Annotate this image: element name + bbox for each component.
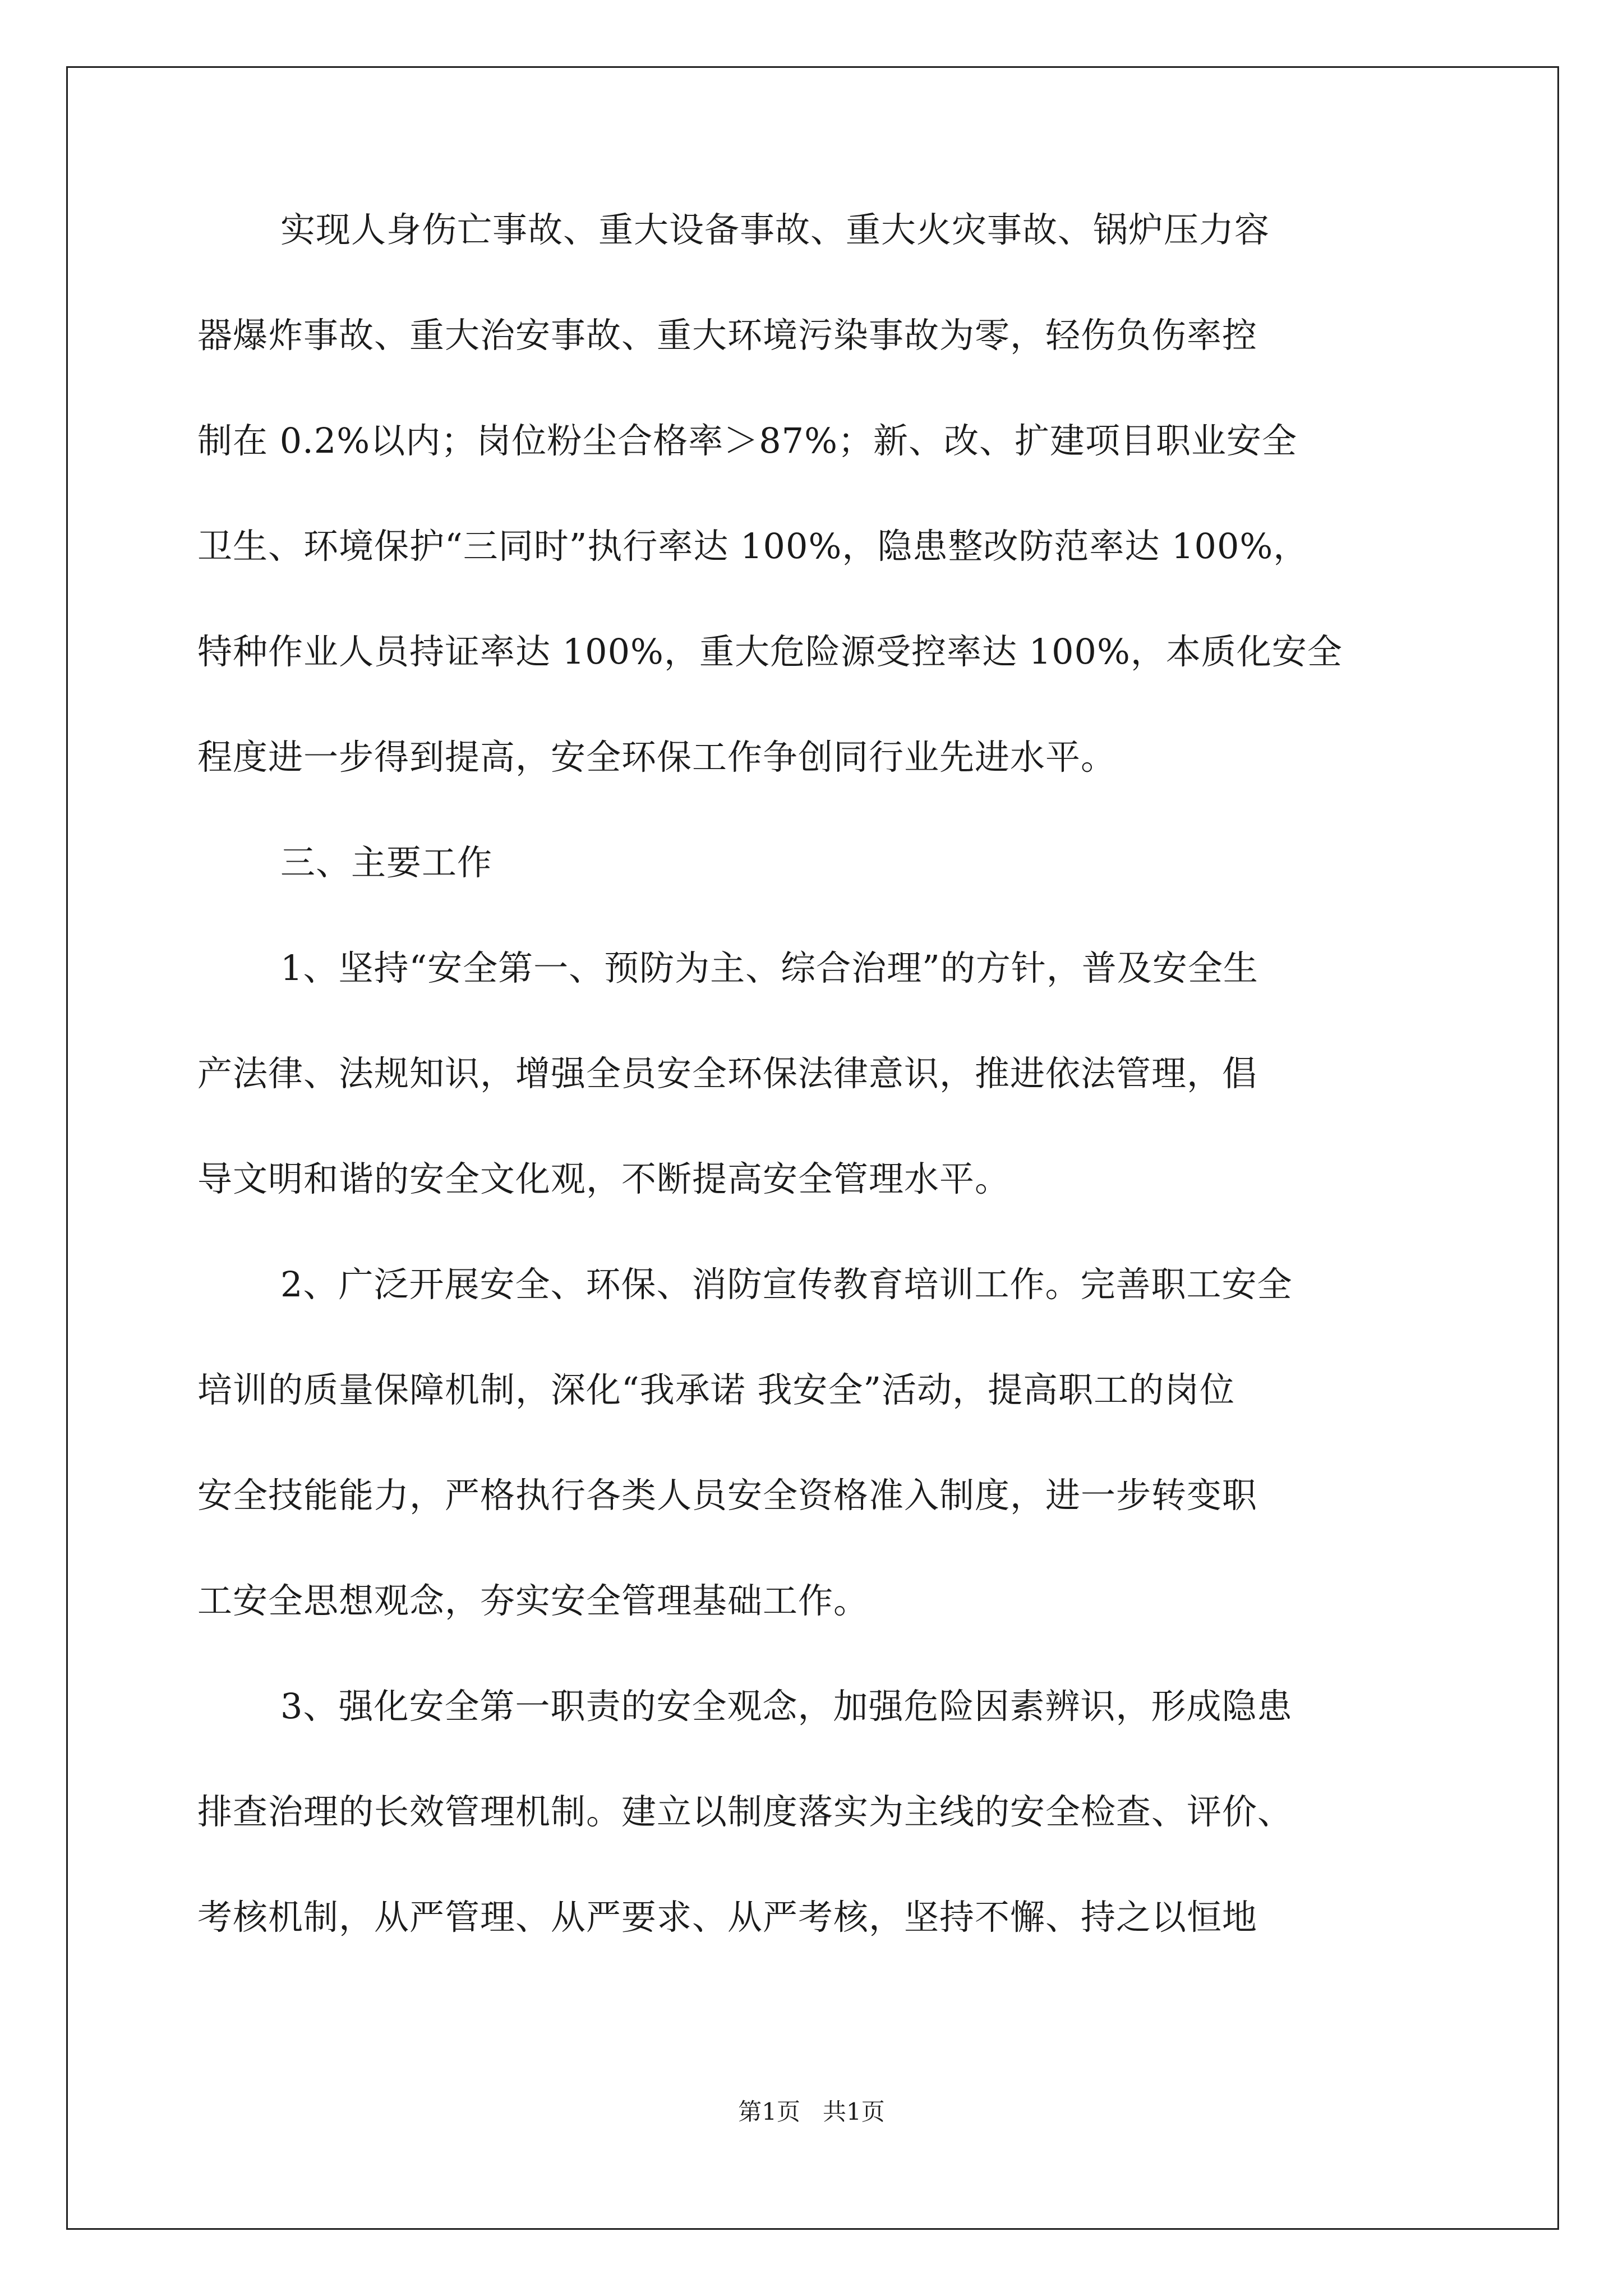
paragraph-line: 3、强化安全第一职责的安全观念，加强危险因素辨识，形成隐患: [280, 1686, 1293, 1727]
paragraph-line: 产法律、法规知识，增强全员安全环保法律意识，推进依法管理，倡: [197, 1053, 1258, 1094]
paragraph-line: 考核机制，从严管理、从严要求、从严考核，坚持不懈、持之以恒地: [197, 1897, 1258, 1938]
paragraph-line: 实现人身伤亡事故、重大设备事故、重大火灾事故、锅炉压力容: [280, 209, 1270, 250]
paragraph-line: 工安全思想观念，夯实安全管理基础工作。: [197, 1580, 869, 1621]
section-heading: 三、主要工作: [280, 842, 493, 883]
paragraph-line: 卫生、环境保护“三同时”执行率达 100%，隐患整改防范率达 100%，: [197, 526, 1309, 567]
paragraph-line: 培训的质量保障机制，深化“我承诺 我安全”活动，提高职工的岗位: [197, 1369, 1235, 1410]
paragraph-line: 导文明和谐的安全文化观，不断提高安全管理水平。: [197, 1158, 1011, 1199]
paragraph-line: 器爆炸事故、重大治安事故、重大环境污染事故为零，轻伤负伤率控: [197, 315, 1258, 356]
paragraph-line: 2、广泛开展安全、环保、消防宣传教育培训工作。完善职工安全: [280, 1264, 1293, 1305]
page-number: 第1页: [738, 2098, 800, 2125]
paragraph-line: 排查治理的长效管理机制。建立以制度落实为主线的安全检查、评价、: [197, 1791, 1293, 1832]
paragraph-line: 程度进一步得到提高，安全环保工作争创同行业先进水平。: [197, 737, 1117, 777]
paragraph-line: 安全技能能力，严格执行各类人员安全资格准入制度，进一步转变职: [197, 1475, 1258, 1516]
paragraph-line: 特种作业人员持证率达 100%，重大危险源受控率达 100%，本质化安全: [197, 631, 1343, 672]
page-total: 共1页: [823, 2098, 885, 2125]
paragraph-line: 制在 0.2%以内；岗位粉尘合格率＞87%；新、改、扩建项目职业安全: [197, 420, 1298, 461]
paragraph-line: 1、坚持“安全第一、预防为主、综合治理”的方针，普及安全生: [280, 947, 1258, 988]
page-footer: [0, 2095, 1623, 2129]
